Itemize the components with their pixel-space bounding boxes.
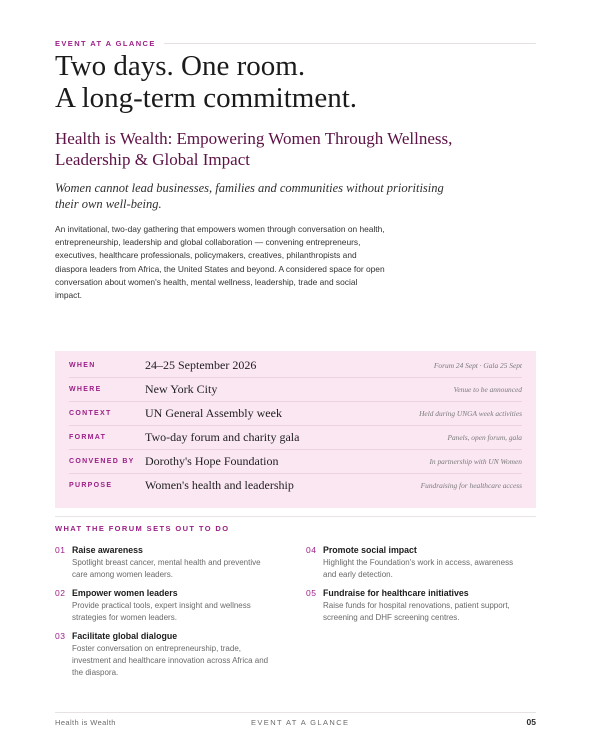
glance-label: CONTEXT <box>69 409 112 417</box>
goal-title: Raise awareness <box>72 545 143 555</box>
eyebrow-row <box>55 39 536 48</box>
glance-note: Held during UNGA week activities <box>419 408 522 418</box>
pull-quote: Women cannot lead businesses, families and communities without prioritising their own well-being. <box>55 181 444 211</box>
footer-section-name: EVENT AT A GLANCE <box>251 718 350 727</box>
goal-description: Spotlight breast cancer, mental health and preventive care among women leaders. <box>72 558 261 580</box>
eyebrow-divider <box>164 43 536 44</box>
goal-title: Promote social impact <box>323 545 417 555</box>
glance-label: WHERE <box>69 385 102 393</box>
goal-item-empower-women-leaders <box>55 588 270 624</box>
glance-label: WHEN <box>69 361 96 369</box>
glance-note: Venue to be announced <box>453 384 522 394</box>
glance-value: 24–25 September 2026 <box>145 357 257 372</box>
goal-description: Provide practical tools, expert insight and wellness strategies for women leaders. <box>72 601 251 623</box>
glance-row-convened-by <box>69 449 522 474</box>
goal-number: 03 <box>55 631 66 641</box>
goal-item-facilitate-global-dialogue <box>55 631 270 680</box>
goal-description: Foster conversation on entrepreneurship, trade, investment and healthcare innovation across Africa and the diaspora. <box>72 644 269 678</box>
glance-row-context <box>69 401 522 426</box>
goal-item-promote-social-impact <box>306 545 521 581</box>
glance-label: CONVENED BY <box>69 457 135 465</box>
goal-number: 02 <box>55 588 66 598</box>
goal-number: 04 <box>306 545 317 555</box>
page-number: 05 <box>526 717 536 727</box>
goal-description: Raise funds for hospital renovations, patient support, screening and DHF screening centres. <box>323 601 510 623</box>
goals-section-title: WHAT THE FORUM SETS OUT TO DO <box>55 524 230 533</box>
footer-publication-name: Health is Wealth <box>55 718 116 727</box>
page-title <box>55 50 536 114</box>
page-title-line-2: A long-term commitment. <box>55 82 358 114</box>
goal-description: Highlight the Foundation's work in access, awareness and early detection. <box>323 558 514 580</box>
glance-label: FORMAT <box>69 433 107 441</box>
event-subtitle: Health is Wealth: Empowering Women Through Wellness, Leadership & Global Impact <box>55 129 453 169</box>
glance-value: UN General Assembly week <box>145 405 282 420</box>
page-title-line-1: Two days. One room. <box>55 50 306 82</box>
glance-value: Two-day forum and charity gala <box>145 429 300 444</box>
glance-row-where <box>69 377 522 402</box>
footer-divider <box>55 712 536 713</box>
glance-table <box>55 351 536 508</box>
goal-title: Fundraise for healthcare initiatives <box>323 588 469 598</box>
goal-item-fundraise-healthcare <box>306 588 521 624</box>
goal-title: Empower women leaders <box>72 588 178 598</box>
glance-value: New York City <box>145 381 218 396</box>
eyebrow-label: EVENT AT A GLANCE <box>55 39 156 48</box>
glance-value: Women's health and leadership <box>145 477 294 492</box>
glance-row-when <box>69 353 522 378</box>
intro-paragraph: An invitational, two-day gathering that empowers women through conversation on health, entrepreneurship, leadership and global collaboration — convening entrepreneurs, executives, healthcare professionals, policymakers, creatives, philanthropists and diaspora leaders from Africa, the United States and beyond. A considered space for open conversation about women's health, mental wellness, leadership, trade and social impact. <box>55 224 385 301</box>
glance-note: Fundraising for healthcare access <box>420 480 522 490</box>
glance-note: Panels, open forum, gala <box>447 432 522 442</box>
glance-value: Dorothy's Hope Foundation <box>145 453 279 468</box>
glance-row-purpose <box>69 473 522 497</box>
glance-row-format <box>69 425 522 450</box>
goal-title: Facilitate global dialogue <box>72 631 178 641</box>
goal-number: 01 <box>55 545 66 555</box>
glance-note: In partnership with UN Women <box>429 456 522 466</box>
goal-item-raise-awareness <box>55 545 270 581</box>
goal-number: 05 <box>306 588 317 598</box>
glance-note: Forum 24 Sept · Gala 25 Sept <box>433 360 522 370</box>
section-divider <box>55 516 536 517</box>
glance-label: PURPOSE <box>69 481 113 489</box>
